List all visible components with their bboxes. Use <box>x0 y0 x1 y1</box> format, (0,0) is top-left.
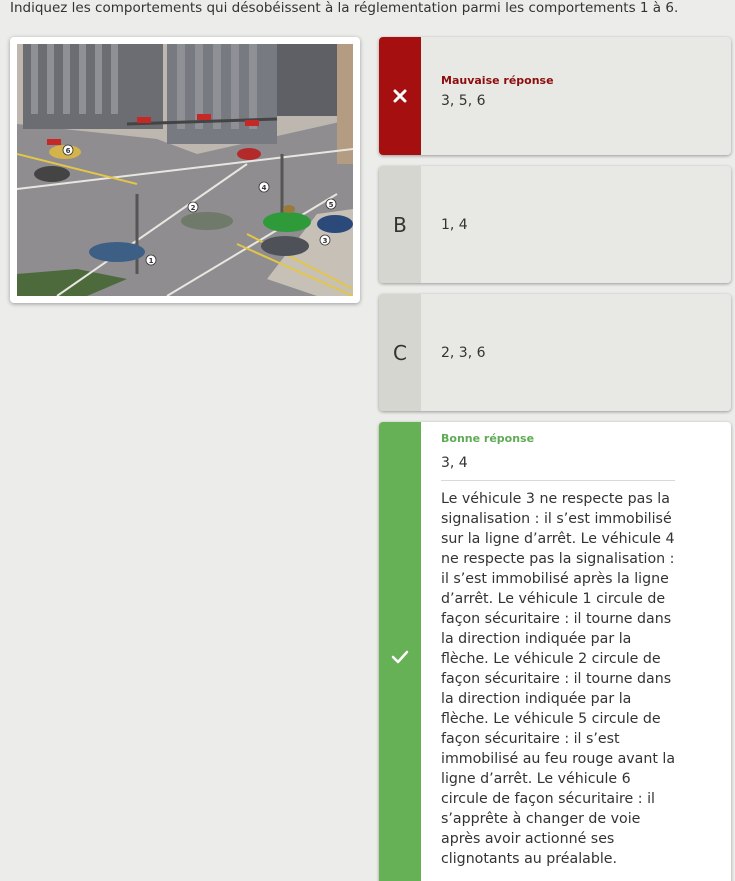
scenario-image-card <box>10 37 360 303</box>
answer-option-c[interactable] <box>379 294 731 411</box>
question-text: Indiquez les comportements qui désobéissent à la réglementation parmi les comportements 1 à 6. <box>10 0 679 16</box>
wrong-answer-label: Mauvaise réponse <box>441 74 554 87</box>
marker-4: 4 <box>261 184 267 192</box>
answer-option-d[interactable] <box>379 422 731 881</box>
answer-explanation: Le véhicule 3 ne respecte pas la signalisation : il s’est immobilisé sur la ligne d’arrêt. Le véhicule 4 ne respecte pas la signalisation : il s’est immobilisé après la ligne d’arrêt. Le véhicule 1 circule de façon sécuritaire : il tourne dans la direction indiquée par la flèche. Le véhicule 2 circule de façon sécuritaire : il tourne dans la direction indiquée par la flèche. Le véhicule 5 circule de façon sécuritaire : il s’est immobilisé au feu rouge avant la ligne d’arrêt. Le véhicule 6 circule de façon sécuritaire : il s’apprête à changer de voie après avoir actionné ses clignotants au préalable. <box>441 491 676 867</box>
answer-text-a: 3, 5, 6 <box>441 93 486 109</box>
option-letter-b: B <box>379 166 421 283</box>
marker-3: 3 <box>322 237 328 245</box>
option-letter-c: C <box>379 294 421 411</box>
marker-1: 1 <box>148 257 154 265</box>
marker-6: 6 <box>65 147 71 155</box>
marker-5: 5 <box>328 201 334 209</box>
answer-text-b: 1, 4 <box>441 216 468 233</box>
intersection-illustration <box>17 44 353 296</box>
cross-icon <box>379 37 421 155</box>
answer-option-b[interactable] <box>379 166 731 283</box>
answer-text-c: 2, 3, 6 <box>441 344 486 361</box>
checkmark-icon <box>379 422 421 881</box>
answer-text-d: 3, 4 <box>441 455 675 481</box>
marker-2: 2 <box>190 204 196 212</box>
correct-answer-label: Bonne réponse <box>441 432 535 445</box>
answer-option-a[interactable] <box>379 37 731 155</box>
